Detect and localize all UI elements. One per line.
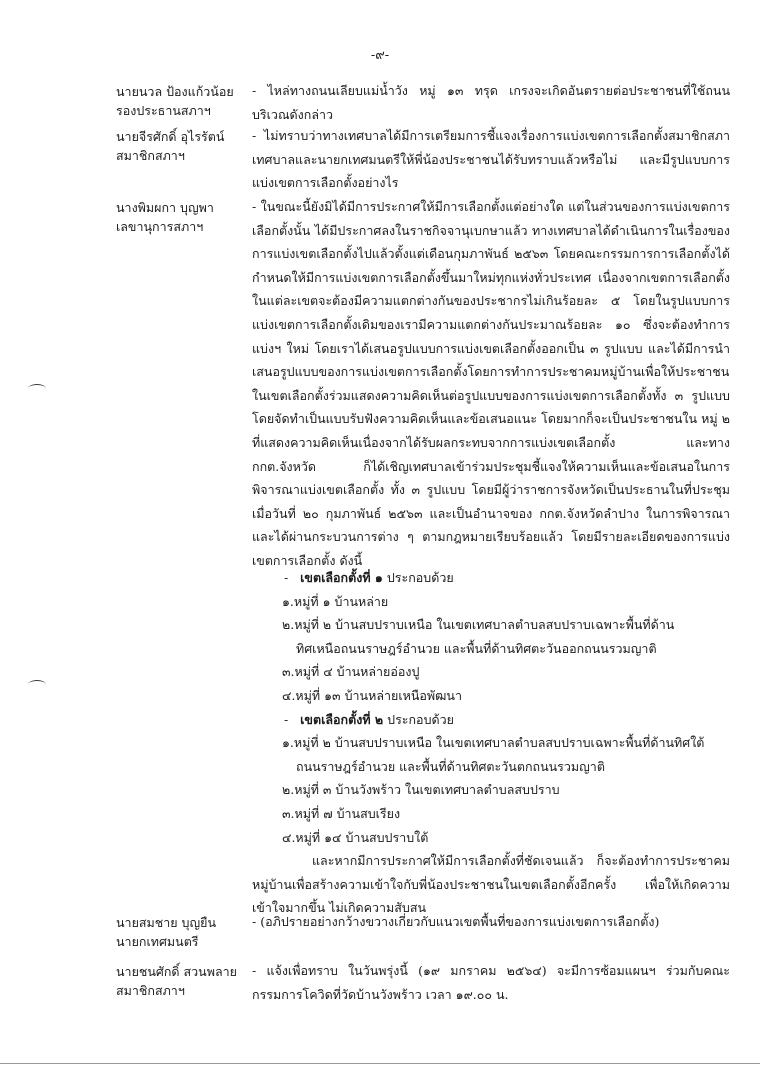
speaker-name: นายชนศักดิ์ สวนพลาย xyxy=(116,964,237,979)
zone-block xyxy=(252,708,730,850)
speech-text: - (อภิปรายอย่างกว้างขวางเกี่ยวกับแนวเขตพื้นที่ของการแบ่งเขตการเลือกตั้ง) xyxy=(252,914,660,929)
speech-text: - แจ้งเพื่อทราบ ในวันพรุ่งนี้ (๑๙ มกราคม ๒๕๖๔) จะมีการซ้อมแผนฯ ร่วมกับคณะกรรมการโควิดที่วัดบ้านวังพร้าว เวลา ๑๙.๐๐ น. xyxy=(252,963,730,1002)
zone-block xyxy=(252,566,730,708)
zone-item: ๒.หมู่ที่ ๓ บ้านวังพร้าว ในเขตเทศบาลตำบลสบปราบ xyxy=(282,782,560,798)
binder-mark xyxy=(28,680,46,689)
zone-title: เขตเลือกตั้งที่ ๑ xyxy=(300,570,383,585)
speaker-role: รองประธานสภาฯ xyxy=(116,103,211,118)
speech-text: - ในขณะนี้ยังมิได้มีการประกาศให้มีการเลือกตั้งแต่อย่างใด แต่ในส่วนของการแบ่งเขตการเลือกตั้งนั้น ได้มีประกาศลงในราชกิจจานุเบกษาแล้ว ทางเทศบาลได้ดำเนินการในเรื่องของการแบ่งเขตเลือกตั้งไปแล้วตั้งแต่เดือนกุมภาพันธ์ ๒๕๖๓ โดยคณะกรรมการการเลือกตั้งได้กำหนดให้มีการแบ่งเขตการเลือกตั้งขึ้นมาใหม่ทุกแห่งทั่วประเทศ เนื่องจากเขตการเลือกตั้งในแต่ละเขตจะต้องมีความแตกต่างกันของประชากรไม่เกินร้อยละ ๕ โดยในรูปแบบการแบ่งเขตการเลือกตั้งเดิมของเรามีความแตกต่างกันประมาณร้อยละ ๑๐ ซึ่งจะต้องทำการแบ่งฯ ใหม่ โดยเราได้เสนอรูปแบบการแบ่งเขตเลือกตั้งออกเป็น ๓ รูปแบบ และได้มีการนำเสนอรูปแบบของการแบ่งเขตการเลือกตั้งโดยการทำการประชาคมหมู่บ้านเพื่อให้ประชาชนในเขตเลือกตั้งร่วมแสดงความคิดเห็นต่อรูปแบบของการแบ่งเขตการเลือกตั้งทั้ง ๓ รูปแบบ โดยจัดทำเป็นแบบรับฟังความคิดเห็นและข้อเสนอแนะ โดยมากก็จะเป็นประชาชนใน หมู่ ๒ ที่แสดงความคิดเห็นเนื่องจากได้รับผลกระทบจากการแบ่งเขตเลือกตั้ง และทาง กกต.จังหวัด ก็ได้เชิญเทศบาลเข้าร่วมประชุมชี้แจงให้ความเห็นและข้อเสนอในการพิจารณาแบ่งเขตเลือกตั้ง ทั้ง ๓ รูปแบบ โดยมีผู้ว่าราชการจังหวัดเป็นประธานในที่ประชุม เมื่อวันที่ ๒๐ กุมภาพันธ์ ๒๕๖๓ และเป็นอำนาจของ กกต.จังหวัดลำปาง ในการพิจารณา และได้ผ่านกระบวนการต่าง ๆ ตามกฎหมายเรียบร้อยแล้ว โดยมีรายละเอียดของการแบ่งเขตการเลือกตั้ง ดังนี้ xyxy=(252,199,730,568)
speaker-name: นางพิมผกา บุญพา xyxy=(116,200,214,215)
binder-mark xyxy=(28,384,46,393)
zone-item: ๓.หมู่ที่ ๔ บ้านหล่ายอ่องปู xyxy=(282,664,420,680)
speech-text: - ไหล่ทางถนนเลียบแม่น้ำวัง หมู่ ๑๓ ทรุด เกรงจะเกิดอันตรายต่อประชาชนที่ใช้ถนน บริเวณดังกล่าว xyxy=(252,83,730,122)
page-number: -๙- xyxy=(370,48,390,63)
speaker-name: นายจีรศักดิ์ อุไรรัตน์ xyxy=(116,129,225,144)
zone-item: ๑.หมู่ที่ ๑ บ้านหล่าย xyxy=(282,593,389,609)
speaker-role: สมาชิกสภาฯ xyxy=(116,148,185,163)
zone-bullet: - xyxy=(284,711,289,727)
speaker-name: นายสมชาย บุญยืน xyxy=(116,915,217,930)
closing-paragraph: และหากมีการประกาศให้มีการเลือกตั้งที่ชัดเจนแล้ว ก็จะต้องทำการประชาคมหมู่บ้านเพื่อสร้างความเข้าใจกับพี่น้องประชาชนในเขตเลือกตั้งอีกครั้ง เพื่อให้เกิดความเข้าใจมากขึ้น ไม่เกิดความสับสน xyxy=(252,853,730,916)
speaker-role: นายกเทศมนตรี xyxy=(116,934,199,949)
zone-item: ๔.หมู่ที่ ๑๓ บ้านหล่ายเหนือพัฒนา xyxy=(282,687,462,703)
election-zones xyxy=(252,566,730,920)
speaker-role: เลขานุการสภาฯ xyxy=(116,219,204,234)
zone-bullet: - xyxy=(284,570,289,585)
zone-title: เขตเลือกตั้งที่ ๒ xyxy=(300,711,384,727)
zone-suffix: ประกอบด้วย xyxy=(383,711,454,727)
page-edge-rule xyxy=(0,1063,760,1064)
zone-item: ๒.หมู่ที่ ๒ บ้านสบปราบเหนือ ในเขตเทศบาลตำบลสบปราบเฉพาะพื้นที่ด้าน ทิศเหนือถนนราษฎร์อำนวย และพื้นที่ด้านทิศตะวันออกถนนรวมญาติ xyxy=(282,617,675,656)
zone-heading xyxy=(252,708,730,732)
zone-item: ๔.หมู่ที่ ๑๔ บ้านสบปราบใต้ xyxy=(282,829,429,845)
zone-suffix: ประกอบด้วย xyxy=(382,570,454,585)
speech-text: - ไม่ทราบว่าทางเทศบาลได้มีการเตรียมการชี้แจงเรื่องการแบ่งเขตการเลือกตั้งสมาชิกสภาเทศบาลและนายกเทศมนตรีให้พี่น้องประชาชนได้รับทราบแล้วหรือไม่ และมีรูปแบบการแบ่งเขตการเลือกตั้งอย่างไร xyxy=(252,128,730,191)
speaker xyxy=(116,913,254,951)
zone-item: ๓.หมู่ที่ ๗ บ้านสบเรียง xyxy=(282,805,401,821)
zone-item: ๑.หมู่ที่ ๒ บ้านสบปราบเหนือ ในเขตเทศบาลตำบลสบปราบเฉพาะพื้นที่ด้านทิศใต้ ถนนราษฎร์อำนวย และพื้นที่ด้านทิศตะวันตกถนนรวมญาติ xyxy=(282,735,705,774)
speaker xyxy=(116,198,254,236)
zone-heading xyxy=(252,566,730,590)
speaker-name: นายนวล ป้องแก้วน้อย xyxy=(116,84,234,99)
speaker xyxy=(116,127,254,165)
speaker xyxy=(116,962,254,1000)
speaker xyxy=(116,82,254,120)
speaker-role: สมาชิกสภาฯ xyxy=(116,983,185,998)
